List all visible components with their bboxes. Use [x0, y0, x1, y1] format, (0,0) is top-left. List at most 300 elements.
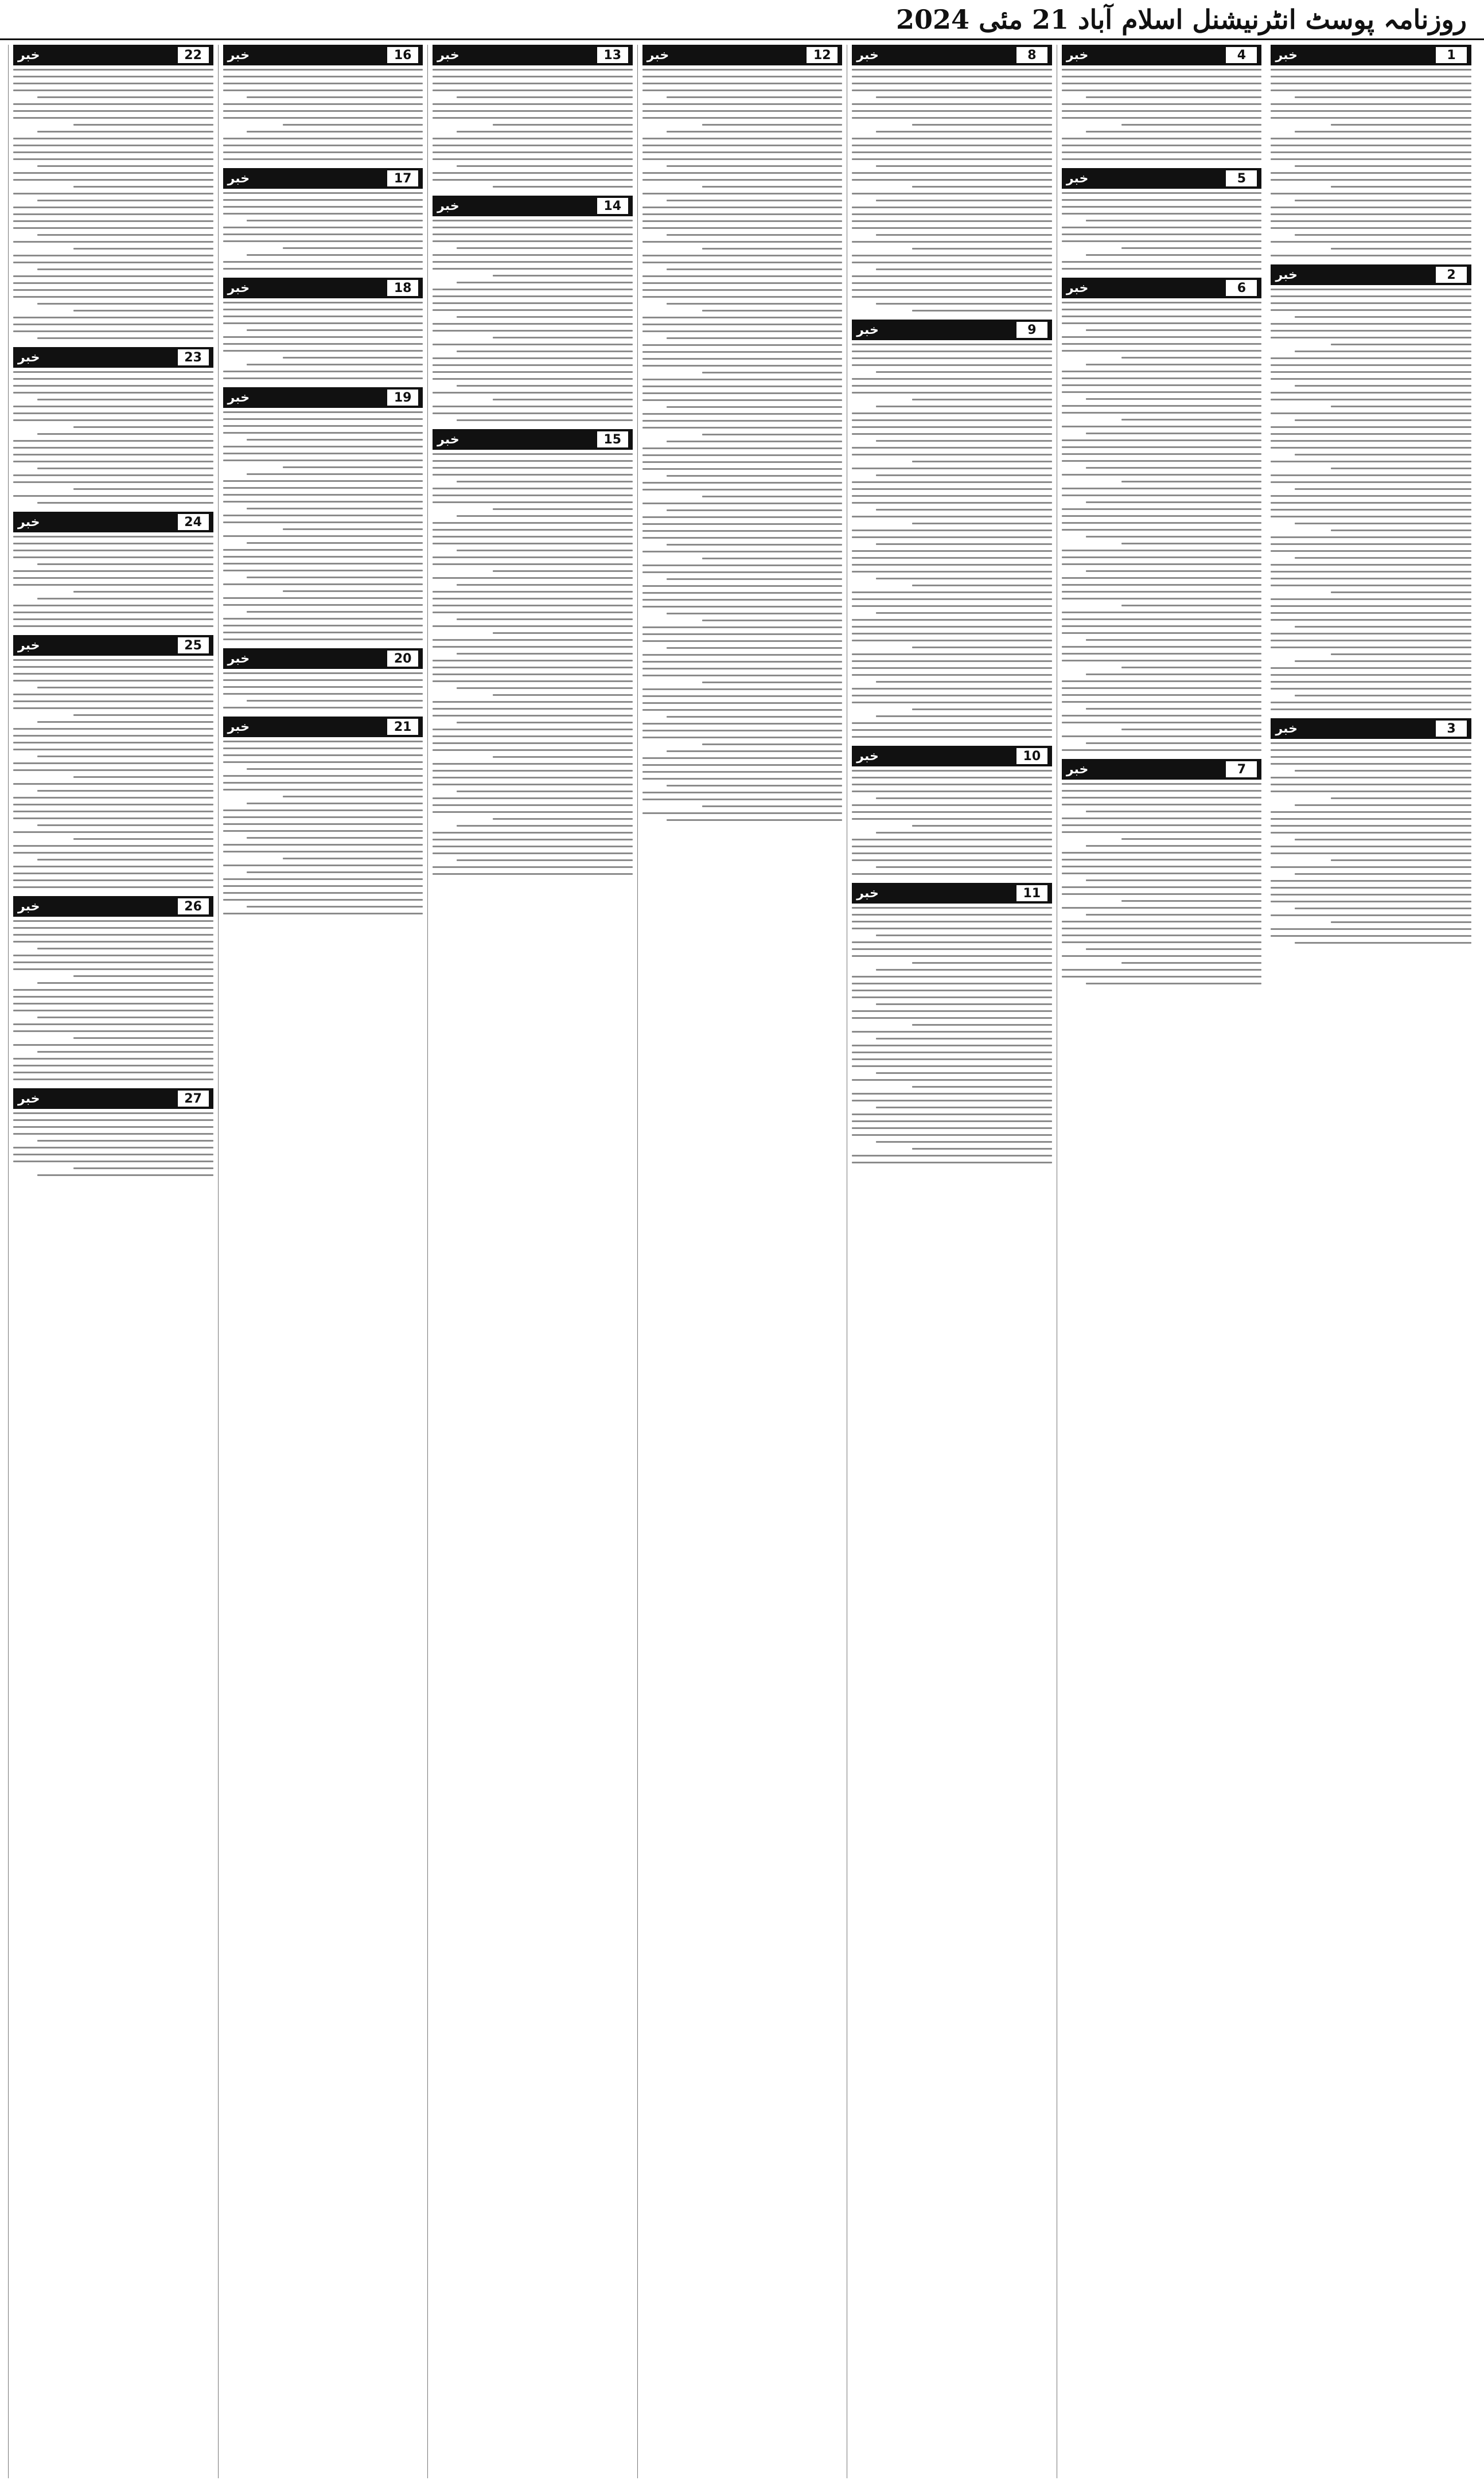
text-line: [642, 241, 843, 243]
text-line: [1271, 83, 1471, 84]
news-item-header: [1062, 759, 1262, 780]
text-line: [642, 757, 843, 759]
text-line: [247, 220, 423, 221]
text-line: [433, 873, 633, 875]
text-line: [1271, 295, 1471, 297]
text-line: [1062, 89, 1262, 91]
text-line: [13, 605, 213, 606]
section-label: خبر: [437, 432, 459, 447]
text-line: [912, 310, 1052, 312]
text-line: [642, 324, 843, 325]
text-line: [13, 762, 213, 764]
text-line: [13, 1161, 213, 1162]
text-line: [852, 69, 1052, 71]
news-column: [218, 45, 428, 2478]
text-line: [73, 186, 213, 188]
text-line: [37, 790, 213, 792]
text-line: [852, 839, 1052, 840]
text-line: [1271, 227, 1471, 229]
text-line: [1062, 694, 1262, 696]
text-line: [1271, 777, 1471, 778]
text-line: [642, 489, 843, 490]
text-line: [223, 213, 423, 215]
text-line: [1062, 192, 1262, 194]
text-line: [852, 1093, 1052, 1095]
news-item: [852, 883, 1052, 1163]
text-line: [1271, 688, 1471, 690]
text-line: [642, 179, 843, 181]
section-label: خبر: [1066, 281, 1089, 295]
text-line: [1062, 515, 1262, 517]
text-line: [852, 1100, 1052, 1101]
text-line: [1062, 151, 1262, 153]
text-line: [13, 961, 213, 963]
text-line: [13, 612, 213, 613]
text-line: [1271, 69, 1471, 71]
text-line: [223, 240, 423, 242]
text-line: [852, 784, 1052, 785]
text-line: [13, 584, 213, 586]
text-line: [1271, 825, 1471, 827]
text-line: [852, 990, 1052, 991]
item-number: 1: [1436, 47, 1467, 63]
text-line: [223, 309, 423, 310]
text-line: [1271, 371, 1471, 373]
text-line: [1295, 523, 1471, 524]
text-line: [433, 344, 633, 345]
text-line: [876, 303, 1052, 305]
news-column: [8, 45, 218, 2478]
text-line: [223, 747, 423, 749]
text-line: [852, 220, 1052, 222]
item-number: 10: [1016, 748, 1047, 764]
news-column: [1266, 45, 1476, 2478]
text-line: [1062, 612, 1262, 613]
text-line: [1062, 117, 1262, 119]
text-line: [1062, 790, 1262, 792]
text-line: [1271, 495, 1471, 497]
news-item-header: [223, 387, 423, 408]
item-number: 2: [1436, 267, 1467, 283]
news-item: [1062, 278, 1262, 751]
text-line: [223, 487, 423, 489]
text-line: [13, 151, 213, 153]
text-line: [247, 439, 423, 441]
text-line: [1062, 522, 1262, 524]
news-body-text: [13, 69, 213, 339]
text-line: [433, 763, 633, 765]
text-line: [13, 213, 213, 215]
text-line: [37, 399, 213, 400]
text-line: [642, 737, 843, 738]
text-line: [13, 556, 213, 558]
text-line: [1062, 158, 1262, 160]
text-line: [433, 804, 633, 806]
text-line: [852, 262, 1052, 263]
text-line: [876, 406, 1052, 407]
text-line: [223, 110, 423, 112]
text-line: [1086, 914, 1262, 916]
text-line: [852, 529, 1052, 531]
item-number: 21: [387, 719, 418, 735]
text-line: [642, 420, 843, 422]
text-line: [223, 69, 423, 71]
text-line: [1062, 831, 1262, 833]
text-line: [642, 551, 843, 552]
text-line: [13, 996, 213, 998]
text-line: [223, 632, 423, 633]
section-label: خبر: [18, 350, 40, 365]
text-line: [642, 599, 843, 601]
text-line: [667, 785, 843, 787]
text-line: [13, 1079, 213, 1080]
text-line: [852, 941, 1052, 943]
text-line: [1062, 336, 1262, 338]
text-line: [223, 892, 423, 894]
text-line: [1062, 886, 1262, 888]
text-line: [1062, 893, 1262, 895]
text-line: [433, 646, 633, 648]
text-line: [13, 1044, 213, 1046]
text-line: [433, 742, 633, 744]
text-line: [667, 716, 843, 718]
text-line: [283, 247, 423, 249]
text-line: [433, 501, 633, 503]
text-line: [852, 996, 1052, 998]
text-line: [457, 96, 633, 98]
text-line: [852, 818, 1052, 820]
text-line: [642, 275, 843, 277]
text-line: [247, 329, 423, 331]
text-line: [247, 871, 423, 873]
text-line: [1331, 921, 1471, 923]
text-line: [13, 440, 213, 442]
text-line: [1121, 357, 1261, 359]
text-line: [457, 481, 633, 482]
text-line: [433, 69, 633, 71]
text-line: [642, 296, 843, 298]
text-line: [1271, 255, 1471, 256]
text-line: [876, 969, 1052, 971]
news-body-text: [852, 770, 1052, 875]
text-line: [223, 583, 423, 585]
text-line: [247, 700, 423, 702]
text-line: [13, 845, 213, 847]
text-line: [876, 1107, 1052, 1108]
text-line: [1271, 330, 1471, 332]
text-line: [433, 117, 633, 119]
section-label: خبر: [1066, 48, 1089, 63]
text-line: [702, 620, 842, 621]
text-line: [73, 838, 213, 840]
text-line: [642, 213, 843, 215]
text-line: [13, 172, 213, 174]
text-line: [1271, 179, 1471, 181]
section-label: خبر: [1066, 171, 1089, 186]
text-line: [852, 1155, 1052, 1157]
text-line: [13, 461, 213, 462]
text-line: [13, 742, 213, 743]
text-line: [1062, 488, 1262, 489]
news-column: [1057, 45, 1267, 2478]
text-line: [1062, 199, 1262, 201]
text-line: [1271, 481, 1471, 483]
text-line: [642, 571, 843, 573]
text-line: [457, 419, 633, 421]
news-body-text: [1062, 302, 1262, 751]
text-line: [1121, 419, 1261, 421]
text-line: [433, 103, 633, 105]
item-number: 5: [1226, 170, 1257, 186]
text-line: [1062, 309, 1262, 310]
text-line: [667, 441, 843, 442]
item-number: 23: [178, 349, 209, 365]
news-item: [1062, 759, 1262, 984]
text-line: [37, 268, 213, 270]
text-line: [1062, 817, 1262, 819]
text-line: [433, 735, 633, 737]
text-line: [1271, 598, 1471, 600]
text-line: [852, 1045, 1052, 1046]
text-line: [642, 654, 843, 656]
news-item: [433, 196, 633, 421]
text-line: [433, 715, 633, 717]
text-line: [1271, 832, 1471, 834]
text-line: [433, 680, 633, 682]
text-line: [1295, 419, 1471, 421]
text-line: [642, 427, 843, 429]
text-line: [1086, 673, 1262, 675]
text-line: [1331, 529, 1471, 531]
text-line: [1062, 859, 1262, 861]
text-line: [1062, 350, 1262, 352]
text-line: [1062, 722, 1262, 723]
text-line: [1271, 887, 1471, 889]
news-body-text: [433, 69, 633, 188]
text-line: [1271, 172, 1471, 174]
text-line: [223, 563, 423, 564]
item-number: 8: [1016, 47, 1047, 63]
text-line: [1062, 653, 1262, 655]
text-line: [1295, 131, 1471, 133]
text-line: [13, 419, 213, 421]
masthead-title: روزنامہ پوسٹ انٹرنیشنل اسلام آباد 21 مئی 2024: [896, 3, 1467, 35]
text-line: [1062, 240, 1262, 242]
text-line: [223, 199, 423, 201]
text-line: [1086, 467, 1262, 469]
text-line: [433, 151, 633, 153]
text-line: [1271, 364, 1471, 366]
text-line: [1062, 529, 1262, 531]
news-item-header: [1062, 168, 1262, 189]
text-line: [1086, 433, 1262, 434]
text-line: [1086, 948, 1262, 950]
item-number: 19: [387, 390, 418, 406]
text-line: [247, 906, 423, 908]
text-line: [702, 496, 842, 497]
text-line: [702, 310, 842, 312]
text-line: [642, 379, 843, 380]
text-line: [912, 708, 1052, 710]
text-line: [13, 1126, 213, 1128]
text-line: [13, 749, 213, 750]
text-line: [13, 968, 213, 970]
text-line: [223, 117, 423, 119]
text-line: [433, 254, 633, 256]
section-label: خبر: [18, 515, 40, 529]
news-body-text: [223, 411, 423, 640]
text-line: [1271, 749, 1471, 751]
text-line: [852, 852, 1052, 854]
item-number: 9: [1016, 322, 1047, 338]
text-line: [852, 412, 1052, 414]
text-line: [13, 1010, 213, 1011]
text-line: [223, 885, 423, 887]
text-line: [1062, 804, 1262, 805]
text-line: [642, 386, 843, 387]
text-line: [1271, 302, 1471, 304]
item-number: 27: [178, 1091, 209, 1107]
text-line: [223, 604, 423, 606]
text-line: [283, 528, 423, 530]
text-line: [876, 234, 1052, 236]
news-item-header: [223, 278, 423, 298]
text-line: [642, 661, 843, 663]
section-label: خبر: [227, 719, 250, 734]
text-line: [852, 729, 1052, 731]
text-line: [1271, 426, 1471, 428]
text-line: [852, 76, 1052, 77]
text-line: [852, 364, 1052, 366]
text-line: [433, 261, 633, 263]
news-body-text: [433, 220, 633, 421]
text-line: [13, 852, 213, 854]
text-line: [433, 660, 633, 661]
text-line: [13, 618, 213, 620]
text-line: [1062, 749, 1262, 751]
text-line: [433, 76, 633, 77]
text-line: [247, 131, 423, 133]
text-line: [13, 262, 213, 263]
text-line: [642, 227, 843, 229]
text-line: [876, 543, 1052, 545]
text-line: [1062, 206, 1262, 208]
text-line: [852, 1010, 1052, 1012]
news-item: [223, 387, 423, 640]
text-line: [1062, 384, 1262, 386]
text-line: [876, 96, 1052, 98]
text-line: [702, 434, 842, 435]
text-line: [852, 296, 1052, 298]
text-line: [223, 625, 423, 626]
text-line: [852, 907, 1052, 909]
text-line: [1062, 660, 1262, 661]
text-line: [433, 612, 633, 613]
text-line: [1062, 577, 1262, 579]
text-line: [1062, 563, 1262, 565]
text-line: [1295, 385, 1471, 387]
text-line: [642, 709, 843, 711]
text-line: [1295, 770, 1471, 772]
text-line: [223, 206, 423, 208]
text-line: [1271, 110, 1471, 112]
text-line: [1271, 289, 1471, 290]
text-line: [1295, 454, 1471, 455]
text-line: [852, 289, 1052, 291]
text-line: [1062, 405, 1262, 407]
text-line: [876, 578, 1052, 579]
text-line: [642, 399, 843, 401]
text-line: [37, 200, 213, 201]
text-line: [642, 461, 843, 463]
text-line: [1121, 729, 1261, 730]
columns-container: [8, 45, 1476, 2478]
text-line: [13, 666, 213, 668]
text-line: [852, 193, 1052, 194]
text-line: [457, 515, 633, 517]
text-line: [852, 392, 1052, 394]
text-line: [493, 694, 633, 696]
text-line: [1271, 647, 1471, 648]
text-line: [852, 426, 1052, 428]
text-line: [13, 317, 213, 318]
text-line: [852, 770, 1052, 772]
text-line: [13, 700, 213, 702]
text-line: [1271, 619, 1471, 621]
text-line: [1271, 681, 1471, 683]
text-line: [37, 502, 213, 504]
text-line: [1062, 797, 1262, 799]
text-line: [283, 590, 423, 592]
text-line: [876, 832, 1052, 834]
text-line: [642, 365, 843, 367]
text-line: [852, 454, 1052, 455]
text-line: [912, 647, 1052, 648]
text-line: [247, 611, 423, 613]
news-body-text: [13, 536, 213, 627]
text-line: [457, 316, 633, 318]
text-line: [223, 693, 423, 695]
text-line: [642, 764, 843, 766]
news-item-header: [13, 45, 213, 65]
text-line: [37, 721, 213, 723]
text-line: [1062, 233, 1262, 235]
text-line: [1271, 138, 1471, 139]
text-line: [13, 241, 213, 243]
text-line: [37, 1051, 213, 1053]
text-line: [1062, 145, 1262, 146]
news-item-header: [13, 512, 213, 532]
text-line: [1062, 735, 1262, 737]
text-line: [433, 522, 633, 524]
text-line: [223, 521, 423, 523]
text-line: [283, 796, 423, 797]
text-line: [1121, 838, 1261, 840]
text-line: [37, 131, 213, 133]
text-line: [1062, 873, 1262, 874]
text-line: [13, 179, 213, 181]
text-line: [1086, 811, 1262, 812]
text-line: [1295, 626, 1471, 628]
text-line: [642, 117, 843, 119]
text-line: [433, 172, 633, 174]
text-line: [223, 754, 423, 756]
text-line: [642, 585, 843, 587]
text-line: [223, 322, 423, 324]
text-line: [223, 597, 423, 599]
text-line: [642, 468, 843, 470]
news-item: [642, 45, 843, 821]
